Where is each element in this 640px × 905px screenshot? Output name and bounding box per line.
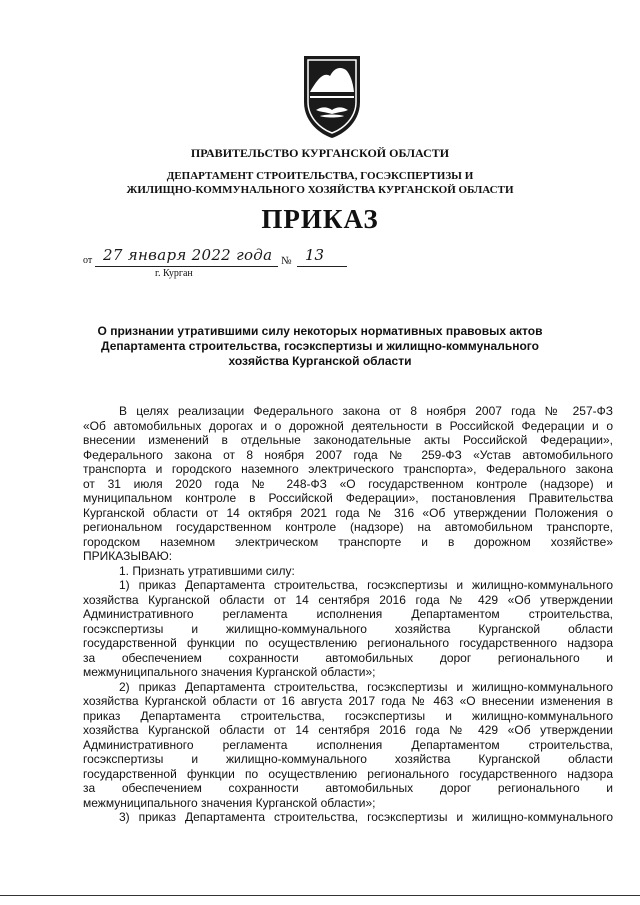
- date-underline: [95, 266, 278, 267]
- body-line: за обеспечением сохранности автомобильных дорог регионального и: [83, 650, 613, 665]
- body-line: государственной функции по осуществлению регионального государственного надзора: [83, 766, 613, 781]
- body-line: от 31 июля 2020 года № 248-ФЗ «О государственном контроле (надзоре) и: [83, 476, 613, 491]
- body-line: муниципальном контроле в Российской Федерации», постановления Правительства: [83, 491, 613, 505]
- body-line: 2) приказ Департамента строительства, госэкспертизы и жилищно-коммунального: [119, 679, 613, 694]
- scan-bottom-edge: [0, 895, 640, 896]
- body-line: «Об автомобильных дорогах и о дорожной деятельности в Российской Федерации и о: [83, 418, 613, 433]
- body-line: за обеспечением сохранности автомобильных дорог регионального и: [83, 781, 613, 795]
- body-line: госэкспертизы и жилищно-коммунального хозяйства Курганской области: [83, 621, 613, 636]
- handwritten-number: 13: [305, 246, 325, 264]
- document-title: [90, 324, 550, 369]
- number-underline: [297, 266, 347, 267]
- document-type: ПРИКАЗ: [261, 204, 379, 234]
- document-body: [83, 404, 613, 825]
- body-line: 1. Признать утратившими силу:: [119, 563, 295, 578]
- title-line: хозяйства Курганской области: [228, 354, 412, 368]
- body-line: внесении изменений в отдельные законодательные акты Российской Федерации»,: [83, 433, 613, 447]
- body-line: региональном государственном контроле (надзоре) на автомобильном транспорте,: [83, 520, 613, 534]
- body-line: Федерального закона от 8 ноября 2007 года № 259-ФЗ «Устав автомобильного: [83, 447, 613, 462]
- handwritten-date: 27 января 2022 года: [103, 246, 273, 264]
- body-line: 1) приказ Департамента строительства, госэкспертизы и жилищно-коммунального: [119, 578, 613, 592]
- body-line: приказ Департамента строительства, госэкспертизы и жилищно-коммунального: [83, 708, 613, 723]
- body-line: городском наземном электрическом транспорте и в дорожном хозяйстве»: [83, 534, 613, 549]
- title-line: О признании утратившими силу некоторых нормативных правовых актов: [97, 324, 543, 338]
- date-number-line: [83, 246, 353, 268]
- body-line: межмуниципального значения Курганской области»;: [83, 795, 376, 810]
- number-sign: №: [281, 255, 292, 267]
- body-line: межмуниципального значения Курганской области»;: [83, 665, 376, 679]
- body-line: хозяйства Курганской области от 14 сентября 2016 года № 429 «Об утверждении: [83, 592, 613, 607]
- body-line: государственной функции по осуществлению регионального государственного надзора: [83, 636, 613, 650]
- body-line: хозяйства Курганской области от 14 сентября 2016 года № 429 «Об утверждении: [83, 723, 613, 737]
- body-line: ПРИКАЗЫВАЮ:: [83, 549, 173, 563]
- body-line: госэкспертизы и жилищно-коммунального хозяйства Курганской области: [83, 752, 613, 766]
- department-name-line1: ДЕПАРТАМЕНТ СТРОИТЕЛЬСТВА, ГОСЭКСПЕРТИЗЫ И: [166, 170, 474, 182]
- body-line: Административного регламента исполнения Департаментом строительства,: [83, 607, 613, 621]
- body-line: транспорта и городского наземного электрического транспорта», Федерального закона: [83, 462, 613, 476]
- department-name-line2: ЖИЛИЩНО-КОММУНАЛЬНОГО ХОЗЯЙСТВА КУРГАНСКОЙ ОБЛАСТИ: [126, 184, 514, 196]
- body-line: Административного регламента исполнения Департаментом строительства,: [83, 737, 613, 752]
- government-name: ПРАВИТЕЛЬСТВО КУРГАНСКОЙ ОБЛАСТИ: [190, 146, 450, 160]
- body-line: 3) приказ Департамента строительства, госэкспертизы и жилищно-коммунального: [119, 810, 613, 824]
- body-line: Курганской области от 14 октября 2021 года № 316 «Об утверждении Положения о: [83, 505, 613, 520]
- city-name: г. Курган: [155, 268, 193, 279]
- body-line: хозяйства Курганской области от 16 августа 2017 года № 463 «О внесении изменения в: [83, 694, 613, 708]
- body-line: В целях реализации Федерального закона от 8 ноября 2007 года № 257-ФЗ: [119, 404, 613, 418]
- title-line: Департамента строительства, госэкспертизы и жилищно-коммунального: [101, 339, 539, 353]
- date-prefix: от: [83, 255, 93, 266]
- coat-of-arms-icon: [300, 52, 364, 140]
